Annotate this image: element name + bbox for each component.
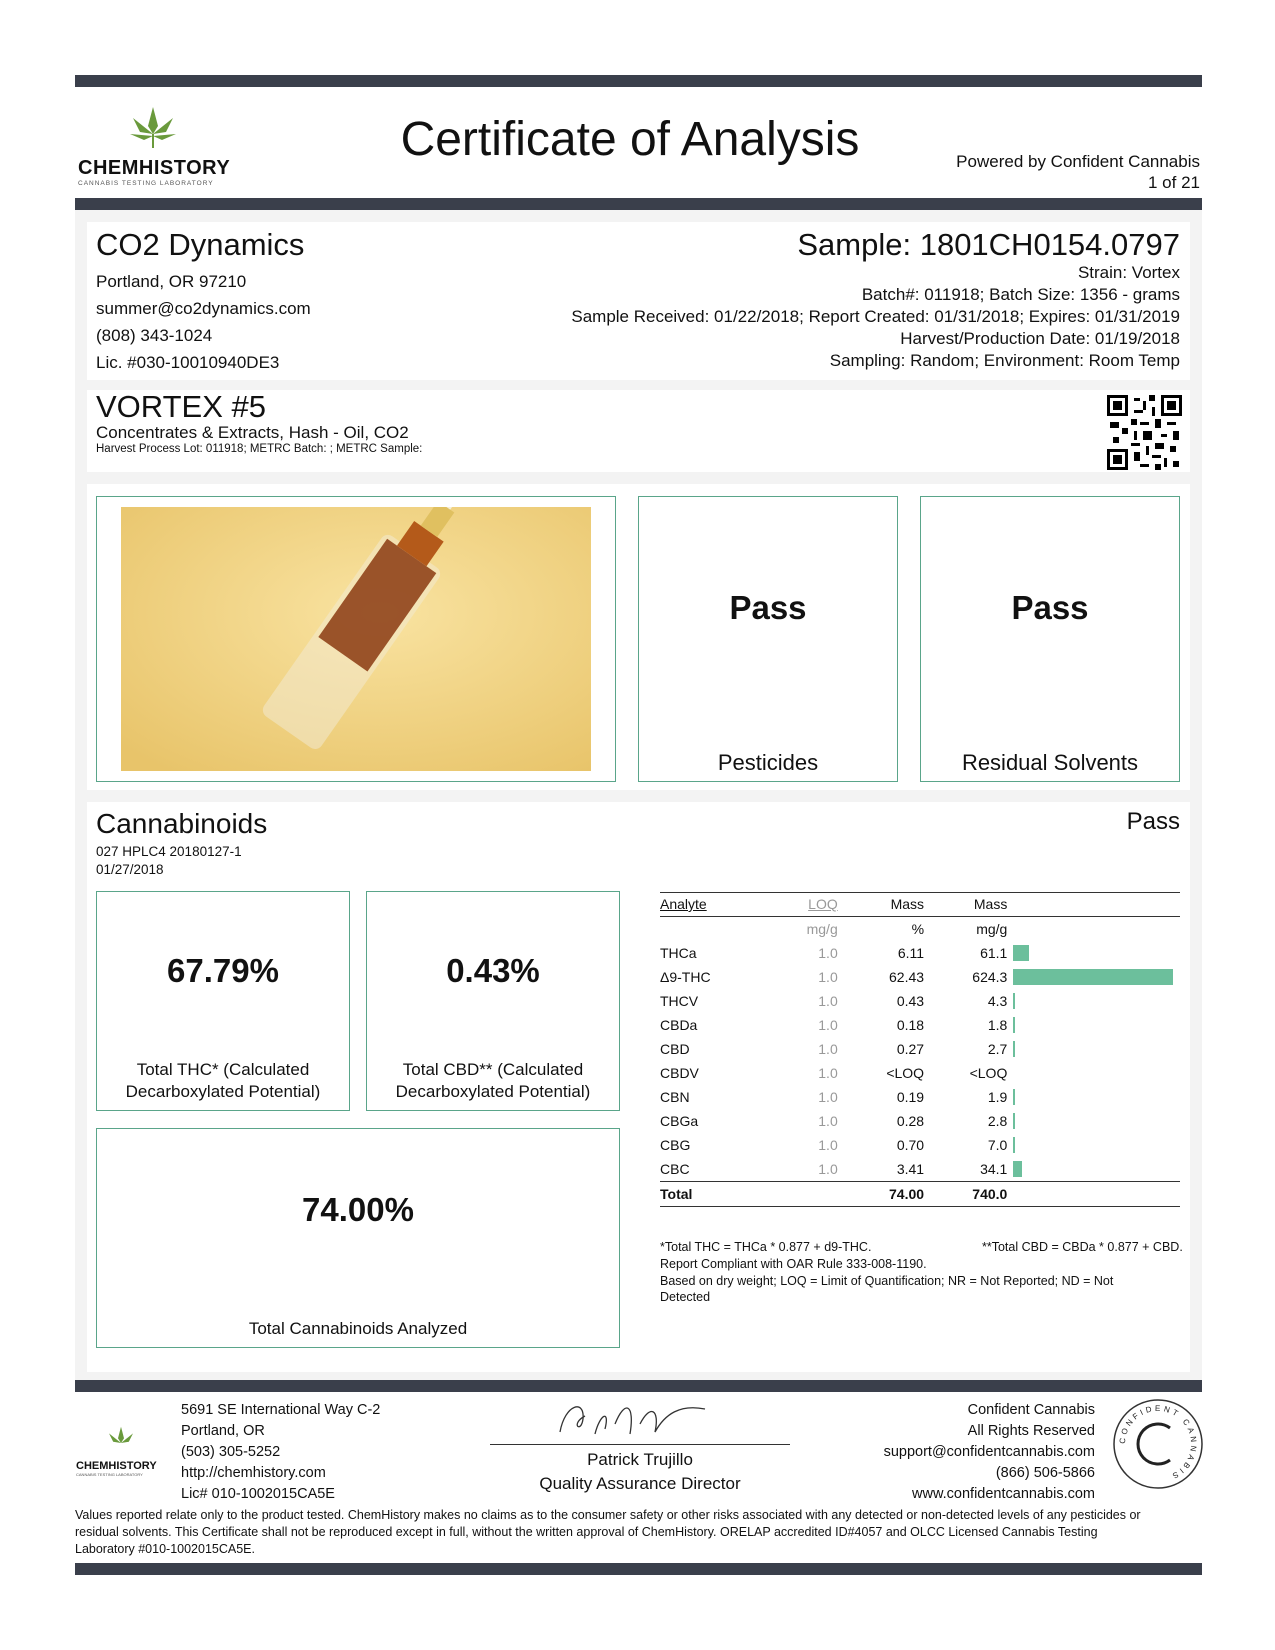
analyte-bar: [1013, 1089, 1015, 1105]
note-definitions-cont: Detected: [660, 1290, 711, 1304]
bottom-rule: [75, 1563, 1202, 1575]
analyte-mass-pct: 6.11: [897, 945, 925, 961]
analyte-mass-pct: 3.41: [896, 1161, 925, 1177]
note-total-cbd: **Total CBD = CBDa * 0.877 + CBD.: [982, 1240, 1183, 1254]
analyte-bar: [1013, 969, 1173, 985]
table-row: [660, 941, 1180, 965]
analyte-mass-mg: 624.3: [972, 969, 1008, 985]
footer-cannabis-leaf-icon: [76, 1425, 166, 1455]
analyte-table: [660, 892, 1180, 1207]
col-mass-mg: Mass: [973, 896, 1008, 912]
sample-batch: Batch#: 011918; Batch Size: 1356 - grams: [861, 285, 1180, 304]
analyte-mass-mg: 1.8: [987, 1017, 1008, 1033]
col-loq: LOQ: [808, 896, 838, 912]
analyte-loq: 1.0: [818, 945, 838, 961]
disclaimer-line2: residual solvents. This Certificate shall not be reproduced except in full, without the written approval of ChemHistory. ORELAP accredited ID#4057 and OLCC Licensed Cannabis Testing: [75, 1525, 1098, 1539]
analyte-loq: 1.0: [818, 1041, 838, 1057]
top-rule: [75, 75, 1202, 87]
sample-photo-frame: [96, 496, 616, 782]
cannabinoids-status: Pass: [1126, 808, 1180, 835]
analyte-loq: 1.0: [818, 993, 838, 1009]
analyte-mass-pct: 0.27: [896, 1041, 925, 1057]
cannabinoids-date: 01/27/2018: [96, 862, 164, 877]
analyte-bar: [1013, 993, 1015, 1009]
analyte-bar-cell: [1007, 1133, 1180, 1157]
analyte-name: Δ9-THC: [660, 969, 711, 985]
chemhistory-logo: [78, 104, 231, 187]
confident-cannabis-seal-icon: [1112, 1398, 1204, 1490]
pesticides-result-card: [638, 496, 898, 782]
table-row: [660, 1133, 1180, 1157]
signature-line: [490, 1444, 790, 1445]
analyte-bar: [1013, 1137, 1015, 1153]
total-cbd-value: 0.43%: [446, 952, 540, 989]
sample-strain: Strain: Vortex: [1077, 263, 1180, 282]
analyte-mass-mg: <LOQ: [969, 1065, 1008, 1081]
client-phone: (808) 343-1024: [96, 326, 213, 345]
footer-logo-subtext: CANNABIS TESTING LABORATORY: [76, 1472, 143, 1477]
table-row: [660, 1085, 1180, 1109]
cc-email[interactable]: support@confidentcannabis.com: [883, 1444, 1095, 1460]
analyte-bar: [1013, 1161, 1022, 1177]
sample-photo: [121, 507, 591, 771]
cc-website[interactable]: www.confidentcannabis.com: [912, 1486, 1095, 1502]
cc-phone: (866) 506-5866: [995, 1465, 1095, 1481]
unit-pct: %: [911, 921, 925, 937]
analyte-mass-mg: 34.1: [980, 1161, 1008, 1177]
total-thc-value: 67.79%: [167, 952, 279, 989]
client-email: summer@co2dynamics.com: [96, 299, 311, 318]
client-city: Portland, OR 97210: [96, 272, 247, 291]
analyte-name: THCV: [660, 993, 699, 1009]
lab-phone: (503) 305-5252: [181, 1444, 281, 1460]
disclaimer-line3: Laboratory #010-1002015CA5E.: [75, 1542, 255, 1556]
analyte-bar: [1013, 1041, 1015, 1057]
analyte-bar-cell: [1007, 1157, 1180, 1182]
cc-rights: All Rights Reserved: [967, 1423, 1095, 1439]
qr-code[interactable]: [1107, 395, 1182, 470]
page-title: Certificate of Analysis: [400, 113, 860, 166]
analyte-loq: 1.0: [818, 969, 838, 985]
page-number: 1 of 21: [1148, 173, 1200, 192]
lab-website[interactable]: http://chemhistory.com: [181, 1465, 326, 1481]
analyte-bar-cell: [1007, 1061, 1180, 1085]
footer-rule: [75, 1380, 1202, 1392]
total-thc-label-line2: Decarboxylated Potential): [125, 1082, 321, 1101]
analyte-bar: [1013, 1017, 1015, 1033]
total-thc-label-line1: Total THC* (Calculated: [136, 1060, 310, 1079]
analyte-mass-mg: 61.1: [980, 945, 1008, 961]
total-row-label: Total: [660, 1186, 693, 1202]
total-thc-card: [96, 891, 350, 1111]
analyte-mass-mg: 4.3: [987, 993, 1008, 1009]
disclaimer-line1: Values reported relate only to the product tested. ChemHistory makes no claims as to the consumer safety or other risks associated with any detected or non-detected levels of any pesticides or: [75, 1508, 1141, 1522]
sample-sampling: Sampling: Random; Environment: Room Temp: [829, 351, 1180, 370]
pesticides-status: Pass: [729, 589, 807, 626]
analyte-bar-cell: [1007, 1085, 1180, 1109]
unit-loq: mg/g: [806, 921, 838, 937]
header-rule: [75, 198, 1202, 210]
table-row: [660, 1157, 1180, 1182]
total-cannabinoids-label: Total Cannabinoids Analyzed: [248, 1319, 468, 1338]
analyte-loq: 1.0: [818, 1089, 838, 1105]
total-row-mg: 740.0: [972, 1186, 1008, 1202]
note-definitions: Based on dry weight; LOQ = Limit of Quantification; NR = Not Reported; ND = Not: [660, 1274, 1114, 1288]
analyte-mass-pct: <LOQ: [886, 1065, 925, 1081]
residual-solvents-status: Pass: [1011, 589, 1089, 626]
analyte-name: CBDV: [660, 1065, 699, 1081]
cannabis-leaf-icon: [78, 104, 228, 154]
analyte-loq: 1.0: [818, 1137, 838, 1153]
lab-address: 5691 SE International Way C-2: [181, 1402, 381, 1418]
logo-text: CHEMHISTORY: [78, 157, 231, 179]
analyte-mass-pct: 0.28: [896, 1113, 925, 1129]
analyte-name: CBDa: [660, 1017, 698, 1033]
analyte-bar-cell: [1007, 1109, 1180, 1133]
lab-city: Portland, OR: [181, 1423, 265, 1439]
cannabinoids-method: 027 HPLC4 20180127-1: [96, 844, 242, 859]
table-row: [660, 965, 1180, 989]
analyte-loq: 1.0: [818, 1065, 838, 1081]
sample-harvest-date: Harvest/Production Date: 01/19/2018: [900, 329, 1180, 348]
lab-license: Lic# 010-1002015CA5E: [181, 1486, 335, 1502]
table-row: [660, 1061, 1180, 1085]
analyte-name: CBC: [660, 1161, 690, 1177]
analyte-name: CBG: [660, 1137, 691, 1153]
total-cannabinoids-value: 74.00%: [302, 1191, 414, 1228]
seal-text: CONFIDENT CANNABIS: [1117, 1403, 1199, 1482]
total-cbd-label-line2: Decarboxylated Potential): [395, 1082, 591, 1101]
footer-logo-text: CHEMHISTORY: [76, 1460, 157, 1472]
analyte-loq: 1.0: [818, 1017, 838, 1033]
note-total-thc: *Total THC = THCa * 0.877 + d9-THC.: [660, 1240, 872, 1254]
signer-title: Quality Assurance Director: [539, 1474, 741, 1493]
analyte-loq: 1.0: [818, 1113, 838, 1129]
cannabinoids-title: Cannabinoids: [96, 808, 268, 839]
analyte-bar: [1013, 945, 1029, 961]
table-row: [660, 1013, 1180, 1037]
analyte-bar-cell: [1007, 989, 1180, 1013]
signature: [555, 1394, 715, 1444]
disclaimer: [75, 1507, 1202, 1558]
analyte-mass-mg: 1.9: [987, 1089, 1008, 1105]
analyte-name: CBGa: [660, 1113, 699, 1129]
unit-mg: mg/g: [976, 921, 1008, 937]
powered-by: Powered by Confident Cannabis: [956, 152, 1200, 171]
sample-id: Sample: 1801CH0154.0797: [797, 227, 1180, 262]
analyte-loq: 1.0: [818, 1161, 838, 1177]
analyte-name: CBN: [660, 1089, 690, 1105]
note-compliance: Report Compliant with OAR Rule 333-008-1190.: [660, 1257, 927, 1271]
analyte-bar-cell: [1007, 1037, 1180, 1061]
analyte-bar-cell: [1007, 1013, 1180, 1037]
table-row: [660, 1037, 1180, 1061]
cc-name: Confident Cannabis: [967, 1402, 1095, 1418]
total-cbd-card: [366, 891, 620, 1111]
analyte-bar-cell: [1007, 965, 1180, 989]
analyte-mass-pct: 62.43: [889, 969, 925, 985]
residual-solvents-result-card: [920, 496, 1180, 782]
analyte-mass-pct: 0.19: [896, 1089, 925, 1105]
table-row: [660, 1109, 1180, 1133]
analyte-bar-cell: [1007, 941, 1180, 965]
pesticides-label: Pesticides: [717, 750, 819, 775]
product-category: Concentrates & Extracts, Hash - Oil, CO2: [96, 423, 409, 442]
analyte-mass-mg: 2.8: [987, 1113, 1008, 1129]
logo-subtext: CANNABIS TESTING LABORATORY: [78, 180, 214, 187]
product-lot: Harvest Process Lot: 011918; METRC Batch: ; METRC Sample:: [96, 443, 423, 455]
total-cbd-label-line1: Total CBD** (Calculated: [402, 1060, 584, 1079]
client-name: CO2 Dynamics: [96, 227, 305, 262]
product-name: VORTEX #5: [96, 389, 267, 424]
analyte-name: CBD: [660, 1041, 690, 1057]
analyte-mass-pct: 0.43: [896, 993, 925, 1009]
analyte-mass-pct: 0.70: [896, 1137, 925, 1153]
client-license: Lic. #030-10010940DE3: [96, 353, 280, 372]
col-analyte: Analyte: [660, 896, 707, 912]
analyte-mass-mg: 7.0: [987, 1137, 1008, 1153]
analyte-name: THCa: [660, 945, 697, 961]
table-row: [660, 989, 1180, 1013]
signer-name: Patrick Trujillo: [587, 1450, 693, 1469]
col-mass-pct: Mass: [890, 896, 925, 912]
total-row-pct: 74.00: [889, 1186, 925, 1202]
analyte-mass-pct: 0.18: [896, 1017, 925, 1033]
residual-solvents-label: Residual Solvents: [961, 750, 1139, 775]
analyte-mass-mg: 2.7: [987, 1041, 1008, 1057]
footer-chemhistory-logo: [76, 1425, 166, 1477]
total-cannabinoids-card: [96, 1128, 620, 1348]
analyte-bar: [1013, 1113, 1015, 1129]
sample-dates: Sample Received: 01/22/2018; Report Created: 01/31/2018; Expires: 01/31/2019: [571, 307, 1180, 326]
